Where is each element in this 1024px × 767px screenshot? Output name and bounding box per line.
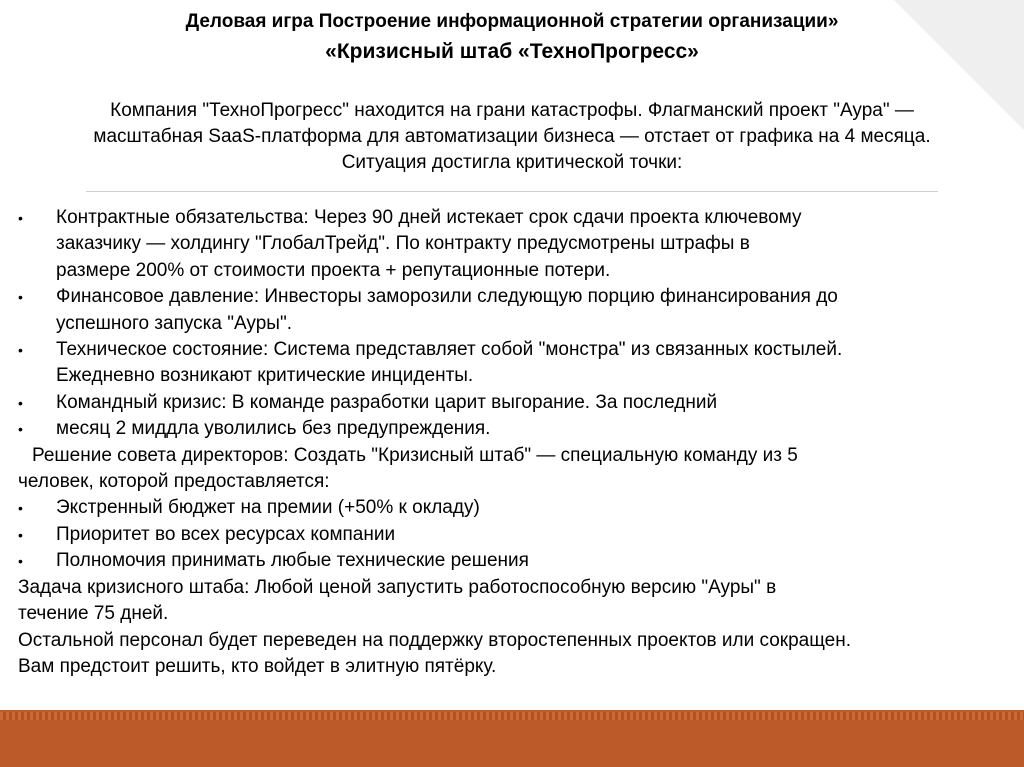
list-item-team-continued <box>18 416 1018 442</box>
board-decision <box>18 443 1018 469</box>
paragraph-line: Задача кризисного штаба: Любой ценой запустить работоспособную версию "Ауры" в <box>18 576 777 598</box>
bullet-icon: • <box>18 210 23 226</box>
list-item-text: Финансовое давление: Инвесторы заморозили следующую порцию финансирования до <box>56 286 838 308</box>
case-title: «Кризисный штаб «ТехноПрогресс» <box>325 40 699 63</box>
bullet-icon: • <box>18 394 23 411</box>
footer-band <box>0 710 1024 767</box>
list-item-text: Контрактные обязательства: Через 90 дней истекает срок сдачи проекта ключевому <box>56 207 802 228</box>
paragraph-line: Решение совета директоров: Создать "Кризисный штаб" — специальную команду из 5 <box>32 444 798 466</box>
list-item-priority <box>18 522 1018 548</box>
paragraph-line: человек, которой предоставляется: <box>18 471 330 493</box>
board-decision-continued <box>18 469 1018 495</box>
list-item-text: Экстренный бюджет на премии (+50% к окладу) <box>56 497 480 519</box>
list-item-team <box>18 390 1018 416</box>
closing-paragraph <box>18 628 1018 681</box>
game-title: Деловая игра Построение информационной стратегии организации» <box>185 11 839 32</box>
list-item-text: Техническое состояние: Система представляет собой "монстра" из связанных костылей. <box>56 339 843 361</box>
list-item-finance <box>18 284 1018 337</box>
list-item-contract <box>18 205 1018 284</box>
list-item-text: успешного запуска "Ауры". <box>56 312 292 334</box>
paragraph-line: Вам предстоит решить, кто войдет в элитную пятёрку. <box>18 655 497 677</box>
list-item-authority <box>18 548 1018 574</box>
paragraph-line: Остальной персонал будет переведен на поддержку второстепенных проектов или сокращен. <box>18 629 851 651</box>
bullet-icon: • <box>18 289 23 306</box>
list-item-technical <box>18 337 1018 390</box>
list-item-text: Ежедневно возникают критические инциденты. <box>56 365 474 387</box>
divider <box>86 191 938 192</box>
intro-line: Компания "ТехноПрогресс" находится на грани катастрофы. Флагманский проект "Аура" — <box>110 100 914 121</box>
bullet-icon: • <box>18 421 23 438</box>
intro-line: масштабная SaaS-платформа для автоматизации бизнеса — отстает от графика на 4 месяца. <box>93 126 931 147</box>
list-item-text: Приоритет во всех ресурсах компании <box>56 523 396 545</box>
list-item-text: месяц 2 миддла уволились без предупреждения. <box>56 418 491 440</box>
task-paragraph <box>18 575 1018 628</box>
intro-paragraph <box>16 98 1008 176</box>
bullet-icon: • <box>18 526 23 543</box>
intro-line: Ситуация достигла критической точки: <box>341 152 683 173</box>
footer-stripe <box>0 712 1024 720</box>
list-item-text: Командный кризис: В команде разработки царит выгорание. За последний <box>56 391 718 413</box>
body-content <box>18 205 1018 680</box>
bullet-icon: • <box>18 553 23 570</box>
list-item-text: размере 200% от стоимости проекта + репутационные потери. <box>56 259 611 281</box>
list-item-budget <box>18 495 1018 521</box>
paragraph-line: течение 75 дней. <box>18 603 169 625</box>
list-item-text: Полномочия принимать любые технические решения <box>56 550 529 572</box>
bullet-icon: • <box>18 500 23 517</box>
bullet-icon: • <box>18 342 23 359</box>
list-item-text: заказчику — холдингу "ГлобалТрейд". По контракту предусмотрены штрафы в <box>56 233 750 255</box>
